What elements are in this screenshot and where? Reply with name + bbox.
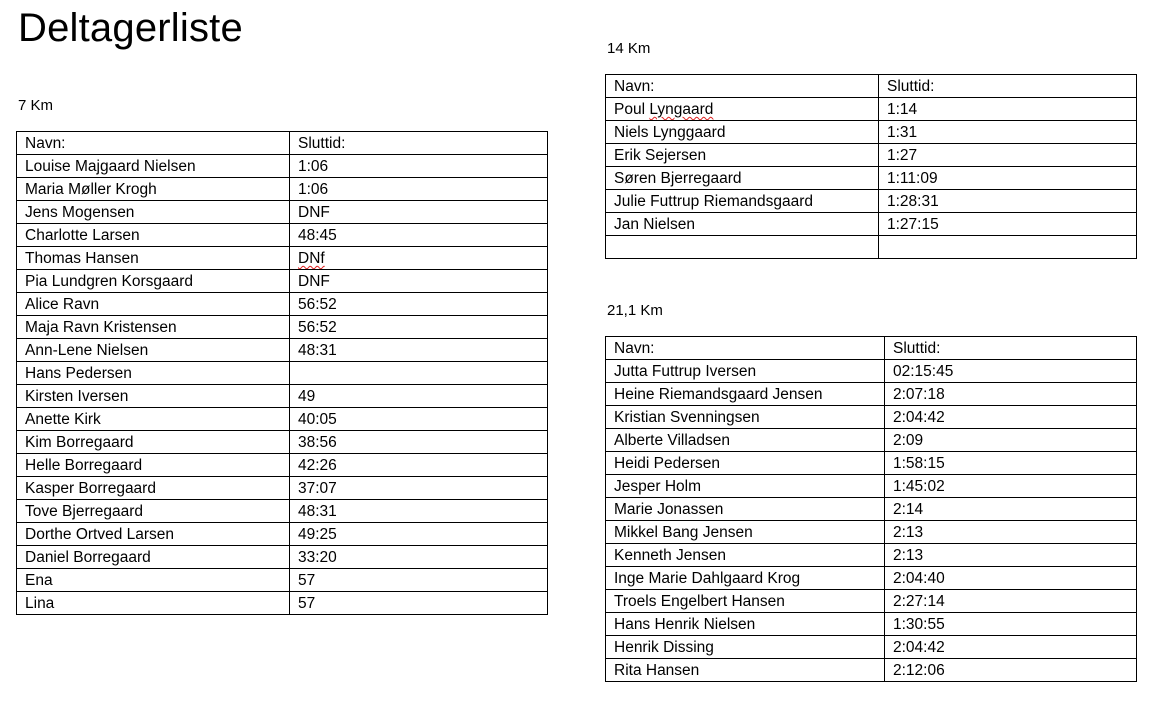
table-row xyxy=(17,178,548,201)
participant-name: Heine Riemandsgaard Jensen xyxy=(606,383,885,406)
participant-name: Jan Nielsen xyxy=(606,213,879,236)
finish-time: 1:11:09 xyxy=(879,167,1137,190)
participant-name: Jutta Futtrup Iversen xyxy=(606,360,885,383)
table-row xyxy=(17,408,548,431)
finish-time: 1:28:31 xyxy=(879,190,1137,213)
finish-time: 1:58:15 xyxy=(885,452,1137,475)
participant-name: Hans Henrik Nielsen xyxy=(606,613,885,636)
finish-time: 2:07:18 xyxy=(885,383,1137,406)
finish-time: 42:26 xyxy=(290,454,548,477)
table-row xyxy=(17,293,548,316)
column-header-time: Sluttid: xyxy=(290,132,548,155)
participant-name: Maja Ravn Kristensen xyxy=(17,316,290,339)
finish-time: 37:07 xyxy=(290,477,548,500)
finish-time: 48:45 xyxy=(290,224,548,247)
table-row xyxy=(17,592,548,615)
table-row xyxy=(17,201,548,224)
participant-name: Kristian Svenningsen xyxy=(606,406,885,429)
participant-name: Thomas Hansen xyxy=(17,247,290,270)
table-row xyxy=(17,431,548,454)
spellcheck-underline: Lyngaard xyxy=(649,101,714,118)
finish-time: 02:15:45 xyxy=(885,360,1137,383)
column-header-time: Sluttid: xyxy=(885,337,1137,360)
table-row xyxy=(606,452,1137,475)
table-row xyxy=(606,360,1137,383)
column-header-name: Navn: xyxy=(606,75,879,98)
table-row xyxy=(606,521,1137,544)
participant-name: Tove Bjerregaard xyxy=(17,500,290,523)
finish-time: 1:27 xyxy=(879,144,1137,167)
finish-time: DNF xyxy=(290,270,548,293)
participant-name: Henrik Dissing xyxy=(606,636,885,659)
finish-time: 2:09 xyxy=(885,429,1137,452)
table-row xyxy=(17,454,548,477)
participant-name: Troels Engelbert Hansen xyxy=(606,590,885,613)
participant-name: Pia Lundgren Korsgaard xyxy=(17,270,290,293)
table-row xyxy=(606,567,1137,590)
finish-time: 2:04:40 xyxy=(885,567,1137,590)
finish-time: 38:56 xyxy=(290,431,548,454)
participant-name: Lina xyxy=(17,592,290,615)
table-row xyxy=(17,224,548,247)
table-row xyxy=(17,569,548,592)
participant-name: Kirsten Iversen xyxy=(17,385,290,408)
table-header-row xyxy=(17,132,548,155)
table-row xyxy=(17,339,548,362)
participant-name: Kim Borregaard xyxy=(17,431,290,454)
table-row xyxy=(17,523,548,546)
finish-time: 1:06 xyxy=(290,178,548,201)
table-row xyxy=(17,477,548,500)
participant-name: Kasper Borregaard xyxy=(17,477,290,500)
participant-name: Erik Sejersen xyxy=(606,144,879,167)
finish-time: 1:45:02 xyxy=(885,475,1137,498)
table-row xyxy=(606,590,1137,613)
finish-time: 33:20 xyxy=(290,546,548,569)
table-row xyxy=(17,155,548,178)
table-row xyxy=(17,500,548,523)
participant-name: Poul Lyngaard xyxy=(606,98,879,121)
table-row xyxy=(17,546,548,569)
page-title: Deltagerliste xyxy=(18,6,243,50)
finish-time: 2:13 xyxy=(885,521,1137,544)
finish-time: 2:04:42 xyxy=(885,406,1137,429)
column-header-time: Sluttid: xyxy=(879,75,1137,98)
results-table-7km xyxy=(16,131,548,615)
table-row xyxy=(606,144,1137,167)
finish-time: 2:13 xyxy=(885,544,1137,567)
section-label-7km: 7 Km xyxy=(18,97,54,114)
table-row xyxy=(606,636,1137,659)
table-row xyxy=(606,475,1137,498)
section-label-21km: 21,1 Km xyxy=(607,302,663,319)
finish-time: 1:27:15 xyxy=(879,213,1137,236)
finish-time: 1:31 xyxy=(879,121,1137,144)
finish-time: 1:14 xyxy=(879,98,1137,121)
finish-time: 48:31 xyxy=(290,500,548,523)
finish-time: 1:06 xyxy=(290,155,548,178)
participant-name: Maria Møller Krogh xyxy=(17,178,290,201)
finish-time: 57 xyxy=(290,569,548,592)
column-header-name: Navn: xyxy=(17,132,290,155)
column-header-name: Navn: xyxy=(606,337,885,360)
table-row xyxy=(17,316,548,339)
finish-time: 57 xyxy=(290,592,548,615)
finish-time: 48:31 xyxy=(290,339,548,362)
participant-name: Heidi Pedersen xyxy=(606,452,885,475)
participant-name: Julie Futtrup Riemandsgaard xyxy=(606,190,879,213)
finish-time: 40:05 xyxy=(290,408,548,431)
table-row xyxy=(606,121,1137,144)
participant-name: Daniel Borregaard xyxy=(17,546,290,569)
table-row xyxy=(606,613,1137,636)
finish-time xyxy=(290,247,548,270)
participant-name: Ena xyxy=(17,569,290,592)
participant-name: Niels Lynggaard xyxy=(606,121,879,144)
results-table-21km xyxy=(605,336,1137,682)
table-row xyxy=(606,498,1137,521)
participant-name: Charlotte Larsen xyxy=(17,224,290,247)
participant-name xyxy=(606,236,879,259)
participant-name: Alberte Villadsen xyxy=(606,429,885,452)
finish-time: 49 xyxy=(290,385,548,408)
participant-name: Ann-Lene Nielsen xyxy=(17,339,290,362)
table-row xyxy=(606,213,1137,236)
table-row xyxy=(606,544,1137,567)
table-header-row xyxy=(606,337,1137,360)
table-row xyxy=(17,270,548,293)
table-row xyxy=(606,406,1137,429)
finish-time: 2:04:42 xyxy=(885,636,1137,659)
participant-name: Helle Borregaard xyxy=(17,454,290,477)
table-row xyxy=(606,659,1137,682)
table-row xyxy=(17,247,548,270)
participant-name: Marie Jonassen xyxy=(606,498,885,521)
table-row xyxy=(606,236,1137,259)
finish-time: 56:52 xyxy=(290,316,548,339)
finish-time: 2:14 xyxy=(885,498,1137,521)
table-row xyxy=(606,383,1137,406)
participant-name: Anette Kirk xyxy=(17,408,290,431)
table-row xyxy=(606,98,1137,121)
participant-name: Jesper Holm xyxy=(606,475,885,498)
table-row xyxy=(17,362,548,385)
finish-time xyxy=(879,236,1137,259)
finish-time: 2:27:14 xyxy=(885,590,1137,613)
finish-time xyxy=(290,362,548,385)
section-label-14km: 14 Km xyxy=(607,40,651,57)
participant-name: Jens Mogensen xyxy=(17,201,290,224)
table-row xyxy=(606,167,1137,190)
participant-name: Rita Hansen xyxy=(606,659,885,682)
participant-name: Hans Pedersen xyxy=(17,362,290,385)
participant-name: Inge Marie Dahlgaard Krog xyxy=(606,567,885,590)
participant-name: Dorthe Ortved Larsen xyxy=(17,523,290,546)
participant-name: Louise Majgaard Nielsen xyxy=(17,155,290,178)
participant-name: Søren Bjerregaard xyxy=(606,167,879,190)
table-row xyxy=(17,385,548,408)
finish-time: 49:25 xyxy=(290,523,548,546)
finish-time: 56:52 xyxy=(290,293,548,316)
table-row xyxy=(606,429,1137,452)
participant-name: Mikkel Bang Jensen xyxy=(606,521,885,544)
participant-name: Alice Ravn xyxy=(17,293,290,316)
finish-time: 2:12:06 xyxy=(885,659,1137,682)
finish-time: 1:30:55 xyxy=(885,613,1137,636)
participant-name: Kenneth Jensen xyxy=(606,544,885,567)
spellcheck-underline: DNf xyxy=(298,250,325,267)
table-row xyxy=(606,190,1137,213)
finish-time: DNF xyxy=(290,201,548,224)
table-header-row xyxy=(606,75,1137,98)
results-table-14km xyxy=(605,74,1137,259)
